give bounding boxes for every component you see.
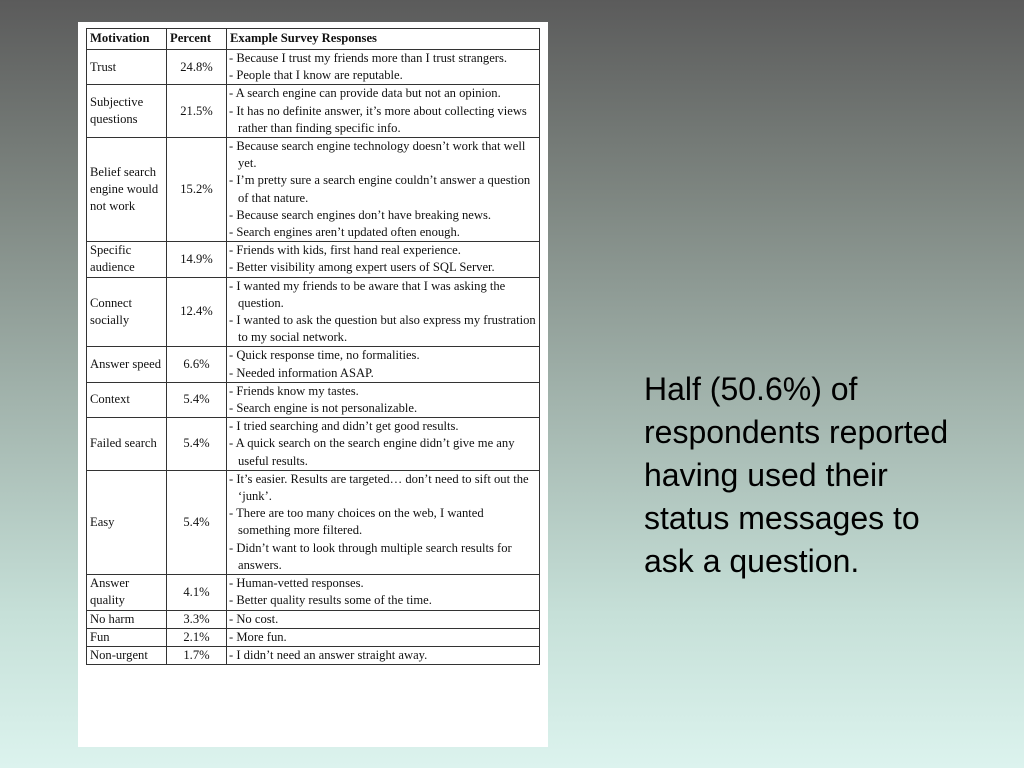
motivation-cell: Easy bbox=[87, 470, 167, 574]
percent-cell: 5.4% bbox=[167, 470, 227, 574]
survey-response: - Needed information ASAP. bbox=[229, 365, 374, 380]
responses-cell bbox=[227, 610, 540, 628]
percent-cell: 1.7% bbox=[167, 646, 227, 664]
table-body bbox=[87, 50, 540, 665]
survey-response: - Better visibility among expert users of SQL Server. bbox=[229, 260, 495, 275]
survey-response: - Friends with kids, first hand real experience. bbox=[229, 243, 461, 258]
motivation-cell: No harm bbox=[87, 610, 167, 628]
survey-response: - It has no definite answer, it’s more about collecting views rather than finding specific info. bbox=[229, 103, 527, 135]
motivation-cell: Answer quality bbox=[87, 575, 167, 610]
survey-table bbox=[86, 28, 540, 665]
responses-cell bbox=[227, 85, 540, 138]
summary-text: Half (50.6%) of respondents reported having used their status messages to ask a question. bbox=[644, 371, 949, 579]
survey-response: - Search engine is not personalizable. bbox=[229, 401, 418, 416]
percent-cell: 24.8% bbox=[167, 50, 227, 85]
table-row bbox=[87, 347, 540, 382]
table-row bbox=[87, 610, 540, 628]
table-row bbox=[87, 646, 540, 664]
survey-response: - I didn’t need an answer straight away. bbox=[229, 647, 428, 662]
survey-response: - Because search engine technology doesn’t work that well yet. bbox=[229, 139, 526, 171]
table-row bbox=[87, 470, 540, 574]
survey-response: - More fun. bbox=[229, 629, 287, 644]
percent-cell: 5.4% bbox=[167, 382, 227, 417]
survey-response: - No cost. bbox=[229, 611, 279, 626]
motivation-cell: Belief search engine would not work bbox=[87, 138, 167, 242]
header-motivation: Motivation bbox=[87, 29, 167, 50]
motivation-cell: Specific audience bbox=[87, 242, 167, 277]
header-responses: Example Survey Responses bbox=[227, 29, 540, 50]
percent-cell: 12.4% bbox=[167, 277, 227, 347]
survey-response: - Better quality results some of the time. bbox=[229, 593, 432, 608]
responses-cell bbox=[227, 347, 540, 382]
responses-cell bbox=[227, 277, 540, 347]
survey-response: - I tried searching and didn’t get good results. bbox=[229, 419, 459, 434]
percent-cell: 21.5% bbox=[167, 85, 227, 138]
survey-response: - Friends know my tastes. bbox=[229, 383, 359, 398]
motivation-cell: Fun bbox=[87, 628, 167, 646]
responses-cell bbox=[227, 470, 540, 574]
survey-table-panel bbox=[78, 22, 548, 747]
survey-response: - It’s easier. Results are targeted… don’t need to sift out the ‘junk’. bbox=[229, 471, 529, 504]
survey-response: - Quick response time, no formalities. bbox=[229, 348, 420, 363]
survey-response: - I wanted to ask the question but also express my frustration to my social network. bbox=[229, 313, 536, 345]
motivation-cell: Answer speed bbox=[87, 347, 167, 382]
responses-cell bbox=[227, 418, 540, 471]
survey-response: - I’m pretty sure a search engine couldn’t answer a question of that nature. bbox=[229, 173, 531, 205]
table-row bbox=[87, 575, 540, 610]
table-row bbox=[87, 50, 540, 85]
table-row bbox=[87, 628, 540, 646]
survey-response: - Because search engines don’t have breaking news. bbox=[229, 207, 492, 222]
responses-cell bbox=[227, 138, 540, 242]
motivation-cell: Non-urgent bbox=[87, 646, 167, 664]
survey-response: - Didn’t want to look through multiple search results for answers. bbox=[229, 540, 512, 572]
percent-cell: 6.6% bbox=[167, 347, 227, 382]
responses-cell bbox=[227, 575, 540, 610]
responses-cell bbox=[227, 646, 540, 664]
percent-cell: 4.1% bbox=[167, 575, 227, 610]
survey-response: - I wanted my friends to be aware that I was asking the question. bbox=[229, 278, 506, 310]
header-percent: Percent bbox=[167, 29, 227, 50]
survey-response: - A quick search on the search engine didn’t give me any useful results. bbox=[229, 436, 515, 468]
motivation-cell: Context bbox=[87, 382, 167, 417]
survey-response: - Human-vetted responses. bbox=[229, 576, 364, 591]
survey-response: - Because I trust my friends more than I trust strangers. bbox=[229, 51, 508, 65]
survey-response: - People that I know are reputable. bbox=[229, 68, 403, 83]
motivation-cell: Connect socially bbox=[87, 277, 167, 347]
responses-cell bbox=[227, 382, 540, 417]
survey-response: - A search engine can provide data but not an opinion. bbox=[229, 86, 501, 101]
motivation-cell: Subjective questions bbox=[87, 85, 167, 138]
percent-cell: 15.2% bbox=[167, 138, 227, 242]
percent-cell: 2.1% bbox=[167, 628, 227, 646]
motivation-cell: Trust bbox=[87, 50, 167, 85]
percent-cell: 3.3% bbox=[167, 610, 227, 628]
responses-cell bbox=[227, 628, 540, 646]
survey-response: - Search engines aren’t updated often enough. bbox=[229, 225, 460, 240]
table-row bbox=[87, 277, 540, 347]
percent-cell: 14.9% bbox=[167, 242, 227, 277]
table-row bbox=[87, 85, 540, 138]
motivation-cell: Failed search bbox=[87, 418, 167, 471]
table-row bbox=[87, 138, 540, 242]
table-row bbox=[87, 382, 540, 417]
table-header-row bbox=[87, 29, 540, 50]
survey-response: - There are too many choices on the web, I wanted something more filtered. bbox=[229, 506, 484, 538]
table-row bbox=[87, 418, 540, 471]
responses-cell bbox=[227, 50, 540, 85]
responses-cell bbox=[227, 242, 540, 277]
percent-cell: 5.4% bbox=[167, 418, 227, 471]
table-row bbox=[87, 242, 540, 277]
